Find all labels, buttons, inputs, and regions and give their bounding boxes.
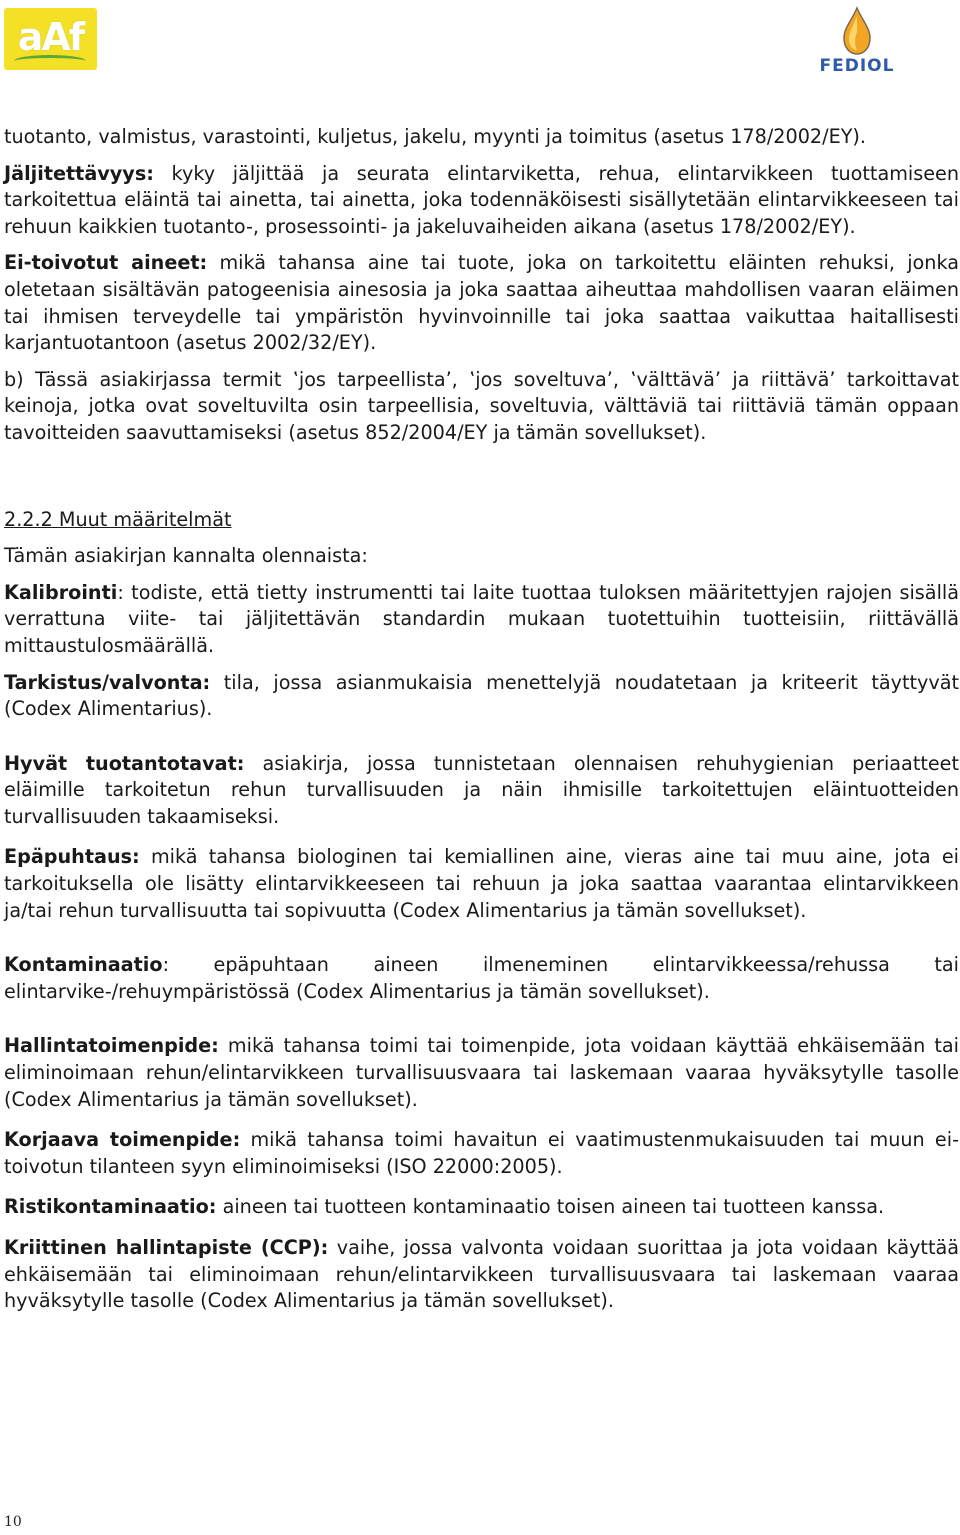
aaf-logo-text: aAf: [17, 15, 84, 59]
definition-term: Korjaava toimenpide:: [4, 1128, 241, 1152]
aaf-logo: [4, 8, 97, 70]
definition-term: Kriittinen hallintapiste (CCP):: [4, 1236, 329, 1259]
definition-corrective-action: [4, 1127, 959, 1180]
fediol-logo: [818, 6, 896, 78]
definition-term: Tarkistus/valvonta:: [4, 670, 211, 694]
definition-contaminant: [4, 844, 959, 924]
paragraph-text: b) Tässä asiakirjassa termit ‛jos tarpeellista’, ‛jos soveltuva’, ‛välttävä’ ja riittävä’ tarkoittavat keinoja, jotka ovat soveltuvilta osin tarpeellisia, soveltuvia, välttäviä tai riittäviä tämän oppaan tavoitteiden saavuttamiseksi (asetus 852/2004/EY ja tämän sovellukset).: [4, 367, 959, 444]
definition-term: Ristikontaminaatio:: [4, 1195, 217, 1219]
definition-text: tila, jossa asianmukaisia menettelyjä noudatetaan ja kriteerit täyttyvät (Codex Alimentarius).: [4, 670, 959, 721]
definition-term: Ei-toivotut aineet:: [4, 251, 208, 275]
definition-term: Kalibrointi: [4, 580, 118, 604]
definition-text: mikä tahansa toimi tai toimenpide, jota voidaan käyttää ehkäisemään tai eliminoimaan rehun/elintarvikkeen turvallisuusvaara tai laskemaan vaaraa hyväksytylle tasolle (Codex Alimentarius ja tämän sovellukset).: [4, 1034, 959, 1111]
definition-contamination: [4, 952, 959, 1005]
section-intro-text: Tämän asiakirjan kannalta olennaista:: [4, 544, 368, 568]
section-heading-text: 2.2.2 Muut määritelmät: [4, 507, 232, 531]
definition-text: mikä tahansa aine tai tuote, joka on tarkoitettu eläinten rehuksi, jonka oletetaan sisältävän patogeenisia ainesosia ja joka saattaa aiheuttaa mahdollisen vaaran eläimen tai ihmisen terveydelle tai ympäristön hyvinvoinnille tai joka saattaa vaikuttaa haitallisesti karjantuotantoon (asetus 2002/32/EY).: [4, 251, 959, 355]
definition-cross-contamination: [4, 1194, 959, 1221]
paragraph-continuation: [4, 124, 959, 151]
aaf-logo-swoosh: [14, 55, 86, 67]
definition-verification: [4, 670, 959, 723]
definition-control-measure: [4, 1033, 959, 1113]
page-number: 10: [4, 1514, 22, 1530]
definition-text: aineen tai tuotteen kontaminaatio toisen aineen tai tuotteen kanssa.: [216, 1195, 885, 1219]
definition-text: mikä tahansa biologinen tai kemiallinen aine, vieras aine tai muu aine, jota ei tarkoituksella ole lisätty elintarvikkeeseen tai rehuun ja joka saattaa vaarantaa elintarvikkeen ja/tai rehun turvallisuutta tai sopivuutta (Codex Alimentarius ja tämän sovellukset).: [4, 845, 959, 922]
definition-term: Kontaminaatio: [4, 953, 163, 977]
document-body: [4, 124, 959, 1315]
definition-term: Hallintatoimenpide:: [4, 1034, 219, 1058]
definition-undesirable-substances: [4, 250, 959, 356]
definition-good-practices: [4, 751, 959, 831]
oil-drop-icon: [818, 6, 896, 58]
definition-ccp: [4, 1235, 959, 1315]
definition-term: Hyvät tuotantotavat:: [4, 751, 245, 775]
definition-text: mikä tahansa toimi havaitun ei vaatimustenmukaisuuden tai muun ei-toivotun tilanteen syyn eliminoimiseksi (ISO 22000:2005).: [4, 1128, 959, 1178]
paragraph-text: tuotanto, valmistus, varastointi, kuljetus, jakelu, myynti ja toimitus (asetus 178/2002/EY).: [4, 125, 867, 148]
paragraph-terms-note: [4, 367, 959, 447]
definition-term: Epäpuhtaus:: [4, 845, 140, 869]
section-heading: [4, 507, 959, 534]
definition-text: kyky jäljittää ja seurata elintarviketta, rehua, elintarvikkeen tuottamiseen tarkoitettua eläintä tai ainetta, tai ainetta, joka todennäköisesti sisällytetään elintarvikkeeseen tai rehuun kaikkien tuotanto-, prosessointi- ja jakeluvaiheiden aikana (asetus 178/2002/EY).: [4, 161, 959, 238]
definition-text: : epäpuhtaan aineen ilmeneminen elintarvikkeessa/rehussa tai elintarvike-/rehuympäristössä (Codex Alimentarius ja tämän sovellukset).: [4, 953, 959, 1003]
definition-traceability: [4, 161, 959, 241]
fediol-logo-text: FEDIOL: [819, 56, 895, 76]
definition-calibration: [4, 580, 959, 660]
definition-term: Jäljitettävyys:: [4, 161, 154, 185]
definition-text: : todiste, että tietty instrumentti tai laite tuottaa tuloksen määritettyjen rajojen sisällä verrattuna viite- tai jäljitettävän standardin mukaan tuotettuihin tuotteisiin, riittävällä mittaustulosmäärällä.: [4, 580, 959, 657]
definition-text: vaihe, jossa valvonta voidaan suorittaa ja jota voidaan käyttää ehkäisemään tai eliminoimaan rehun/elintarvikkeen turvallisuusvaara tai laskemaan vaaraa hyväksytylle tasolle (Codex Alimentarius ja tämän sovellukset).: [4, 1236, 959, 1313]
section-intro: [4, 543, 959, 570]
definition-text: asiakirja, jossa tunnistetaan olennaisen rehuhygienian periaatteet eläimille tarkoitetun rehun turvallisuuden ja näin ihmisille tarkoitettujen eläintuotteiden turvallisuuden takaamiseksi.: [4, 751, 959, 828]
